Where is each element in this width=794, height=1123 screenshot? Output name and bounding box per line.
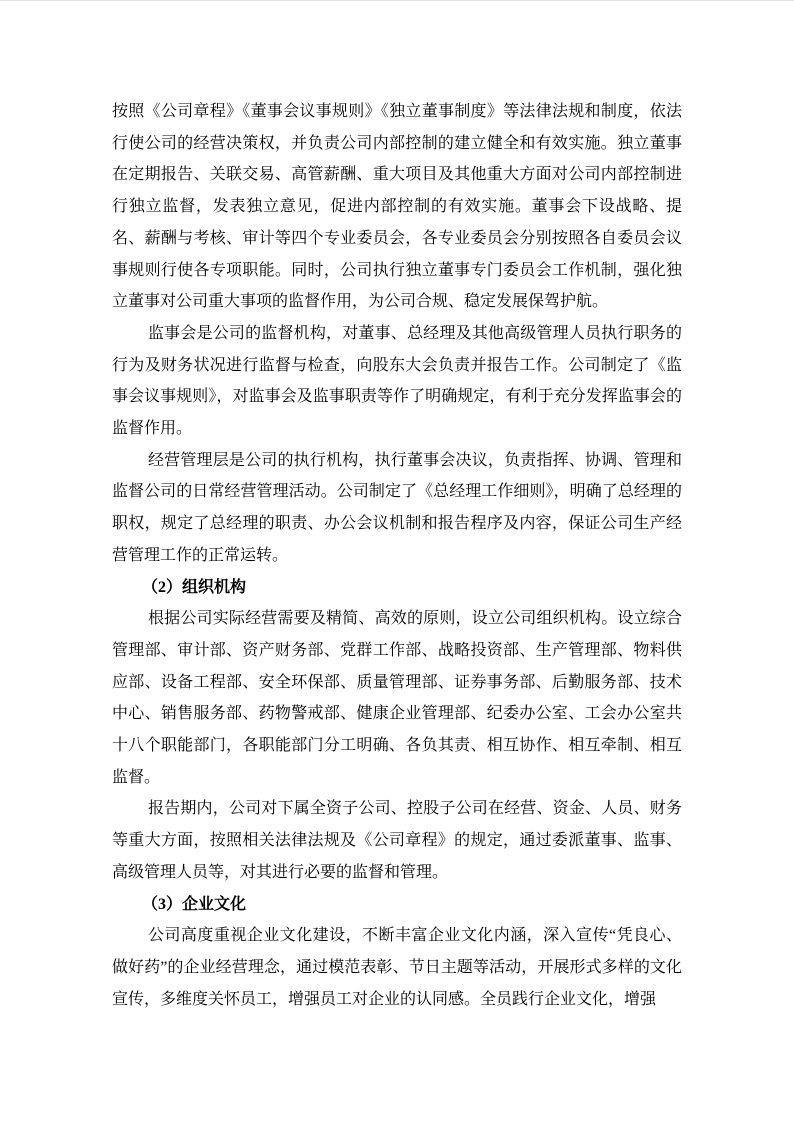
paragraph-board-governance: 按照《公司章程》《董事会议事规则》《独立董事制度》等法律法规和制度，依法行使公司的经营决策权，并负责公司内部控制的建立健全和有效实施。独立董事在定期报告、关联交易、高管薪酬、重大项目及其他重大方面对公司内部控制进行独立监督，发表独立意见，促进内部控制的有效实施。董事会下设战略、提名、薪酬与考核、审计等四个专业委员会，各专业委员会分别按照各自委员会议事规则行使各专项职能。同时，公司执行独立董事专门委员会工作机制，强化独立董事对公司重大事项的监督作用，为公司合规、稳定发展保驾护航。 bbox=[112, 103, 682, 311]
heading-organization-structure: （2）组织机构 bbox=[142, 578, 247, 596]
paragraph-departments: 根据公司实际经营需要及精简、高效的原则，设立公司组织机构。设立综合管理部、审计部、资产财务部、党群工作部、战略投资部、生产管理部、物料供应部、设备工程部、安全环保部、质量管理部、证券事务部、后勤服务部、技术中心、销售服务部、药物警戒部、健康企业管理部、纪委办公室、工会办公室共十八个职能部门，各职能部门分工明确、各负其责、相互协作、相互牵制、相互监督。 bbox=[112, 610, 682, 786]
paragraph-management-layer: 经营管理层是公司的执行机构，执行董事会决议，负责指挥、协调、管理和监督公司的日常经营管理活动。公司制定了《总经理工作细则》，明确了总经理的职权，规定了总经理的职责、办公会议机制和报告程序及内容，保证公司生产经营管理工作的正常运转。 bbox=[112, 451, 682, 564]
paragraph-supervisory-board: 监事会是公司的监督机构，对董事、总经理及其他高级管理人员执行职务的行为及财务状况进行监督与检查，向股东大会负责并报告工作。公司制定了《监事会议事规则》，对监事会及监事职责等作了明确规定，有利于充分发挥监事会的监督作用。 bbox=[112, 324, 682, 438]
paragraph-culture: 公司高度重视企业文化建设，不断丰富企业文化内涵，深入宣传“凭良心、做好药”的企业经营理念，通过模范表彰、节日主题等活动，开展形式多样的文化宣传，多维度关怀员工，增强员工对企业的认同感。全员践行企业文化，增强 bbox=[112, 927, 682, 1008]
paragraph-subsidiary-oversight: 报告期内，公司对下属全资子公司、控股子公司在经营、资金、人员、财务等重大方面，按照相关法律法规及《公司章程》的规定，通过委派董事、监事、高级管理人员等，对其进行必要的监督和管理。 bbox=[112, 800, 682, 881]
heading-corporate-culture: （3）企业文化 bbox=[142, 895, 247, 913]
document-page bbox=[112, 96, 682, 1015]
